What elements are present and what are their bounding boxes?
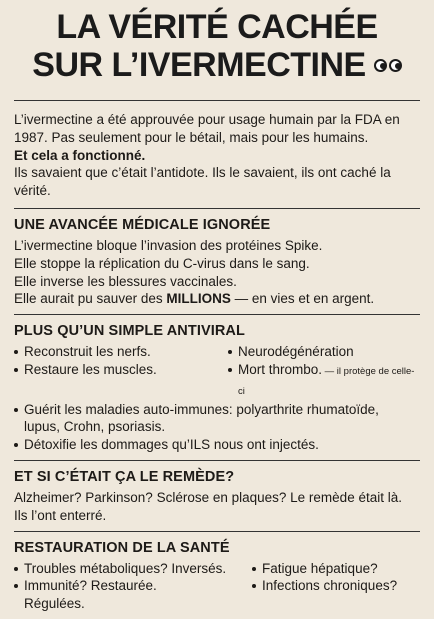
- section-ignored-breakthrough: [14, 209, 420, 314]
- title-line-2: SUR L’IVERMECTINE: [32, 46, 366, 84]
- section-line: Elle stoppe la réplication du C-virus dans le sang.: [14, 255, 310, 271]
- list-item-wrap: [14, 577, 252, 613]
- section-heading: RESTAURATION DE LA SANTÉ: [14, 539, 230, 556]
- list-item: [14, 401, 420, 419]
- bullet-continuation: lupus, Crohn, psoriasis.: [24, 419, 166, 435]
- bullet-row: [14, 343, 420, 361]
- section-remedy: [14, 461, 420, 531]
- line-text: — en vies et en argent.: [230, 291, 375, 307]
- section-health-restoration: [14, 532, 420, 619]
- bullet-text: Restaure les muscles.: [24, 361, 157, 377]
- list-item: [252, 560, 420, 578]
- bullet-text: Immunité? Restaurée.: [24, 578, 157, 594]
- section-heading: ET SI C’ÉTAIT ÇA LE REMÈDE?: [14, 468, 235, 485]
- section-line: L’ivermectine bloque l’invasion des protéines Spike.: [14, 237, 323, 253]
- list-item: [252, 577, 420, 613]
- line-text: Elle aurait pu sauver des: [14, 291, 167, 307]
- section-heading: UNE AVANCÉE MÉDICALE IGNORÉE: [14, 216, 271, 233]
- section-heading: PLUS QU’UN SIMPLE ANTIVIRAL: [14, 323, 245, 340]
- title-line-2-wrap: [32, 46, 401, 84]
- intro-block: [14, 101, 420, 208]
- list-item: [228, 361, 420, 401]
- bullet-row: [14, 361, 420, 401]
- section-more-than-antiviral: [14, 315, 420, 460]
- section-line: Elle inverse les blessures vaccinales.: [14, 273, 237, 289]
- section-line: [14, 290, 420, 308]
- bullet-row: [14, 560, 420, 578]
- section-line: Ils l’ont enterré.: [14, 507, 107, 523]
- bullet-text: Neurodégénération: [238, 344, 354, 360]
- bullet-text: Mort thrombo.: [238, 361, 323, 377]
- list-item: [14, 361, 228, 401]
- bullet-continuation: Régulées.: [24, 596, 85, 612]
- bullet-text: Reconstruit les nerfs.: [24, 344, 151, 360]
- list-item: [14, 577, 252, 595]
- bullet-text: Infections chroniques?: [262, 578, 398, 594]
- millions-text: MILLIONS: [166, 291, 231, 307]
- bullet-text: Fatigue hépatique?: [262, 560, 378, 576]
- title-line-1: LA VÉRITÉ CACHÉE: [56, 8, 378, 46]
- bullet-row: [14, 577, 420, 613]
- intro-paragraph-1: L’ivermectine a été approuvée pour usage humain par la FDA en 1987. Pas seulement pour le bétail, mais pour les humains.: [14, 112, 400, 145]
- list-item: [14, 560, 252, 578]
- list-item: [14, 343, 228, 361]
- bullet-note: — il protège de celle-ci: [238, 365, 415, 397]
- intro-paragraph-3: Ils savaient que c’était l’antidote. Ils le savaient, ils ont caché la vérité.: [14, 165, 391, 199]
- list-item: [228, 343, 420, 361]
- bullet-text: Détoxifie les dommages qu’ILS nous ont injectés.: [24, 437, 319, 453]
- bullet-text: Troubles métaboliques? Inversés.: [24, 560, 227, 576]
- bullet-text: Guérit les maladies auto-immunes: polyarthrite rhumatoïde,: [24, 401, 379, 417]
- eyes-icon: [374, 59, 402, 72]
- intro-paragraph-2: Et cela a fonctionné.: [14, 147, 146, 163]
- list-item: [14, 436, 420, 454]
- section-line: Alzheimer? Parkinson? Sclérose en plaques? Le remède était là.: [14, 489, 402, 505]
- page-title: [14, 0, 420, 84]
